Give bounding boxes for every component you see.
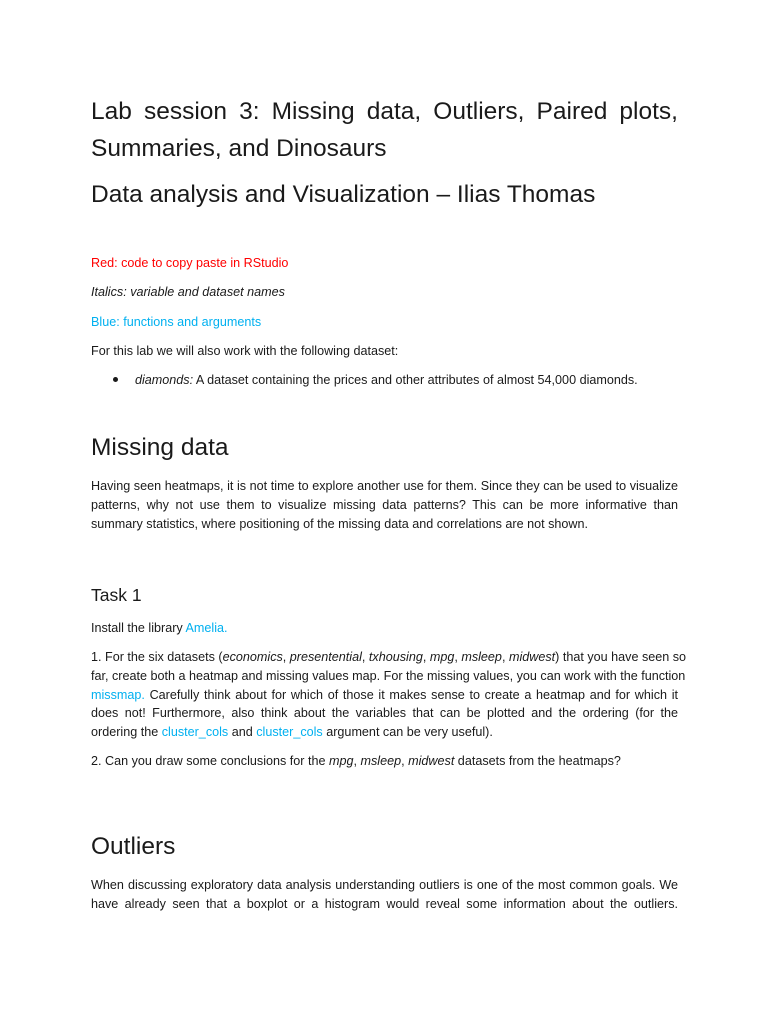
legend-red: Red: code to copy paste in RStudio	[91, 256, 289, 270]
legend-blue: Blue: functions and arguments	[91, 315, 262, 329]
outliers-heading: Outliers	[91, 833, 176, 860]
q1-line-2: far, create both a heatmap and missing values map. For the missing values, you can work with the function	[91, 668, 686, 683]
document-subtitle: Data analysis and Visualization – Ilias Thomas	[91, 181, 596, 208]
intro-text: For this lab we will also work with the following dataset:	[91, 344, 399, 358]
q1-l5-and: and	[228, 725, 257, 740]
dataset-txhousing: txhousing	[368, 650, 423, 664]
missing-data-line-1: Having seen heatmaps, it is not time to explore another use for them. Since they can be used to visualize	[91, 479, 678, 493]
q1-l1-prefix: 1. For the six datasets (	[91, 650, 223, 664]
q2-prefix: 2. Can you draw some conclusions for the	[91, 754, 330, 768]
install-prefix: Install the library	[91, 621, 186, 635]
q1-line-5	[91, 723, 678, 742]
q2-dataset-midwest: midwest	[408, 754, 455, 768]
q1-l5-prefix: ordering the	[91, 725, 162, 740]
q1-line-3	[91, 686, 678, 705]
dataset-presentential: presentential	[289, 650, 362, 664]
amelia-library: Amelia.	[185, 621, 228, 635]
missing-data-heading: Missing data	[91, 434, 229, 461]
q2-suffix: datasets from the heatmaps?	[454, 754, 621, 768]
task1-heading: Task 1	[91, 585, 142, 605]
outliers-paragraph	[91, 876, 678, 914]
missing-data-line-3: summary statistics, where positioning of the missing data and correlations are not shown.	[91, 516, 588, 531]
q1-l5-suffix: argument can be very useful).	[322, 725, 493, 740]
title-line-2: Summaries, and Dinosaurs	[91, 135, 387, 162]
bullet-icon	[113, 377, 118, 382]
missing-data-line-2: patterns, why not use them to visualize missing data patterns? This can be more informative than	[91, 497, 678, 512]
q1-l3-text: Carefully think about for which of those it makes sense to create a heatmap and for which it	[144, 687, 678, 702]
install-instruction	[91, 619, 228, 638]
title-line-1: Lab session 3: Missing data, Outliers, Paired plots,	[91, 98, 678, 125]
legend-italics: Italics: variable and dataset names	[91, 285, 285, 299]
dataset-mpg: mpg	[429, 650, 455, 664]
bullet-dataset-name: diamonds:	[135, 373, 194, 387]
cluster-cols-argument-2: cluster_cols	[256, 725, 323, 740]
missmap-function: missmap.	[91, 687, 145, 702]
dataset-economics: economics	[222, 650, 283, 664]
q1-line-1: 1. For the six datasets (economics, presentential, txhousing, mpg, msleep, midwest) that you have seen so	[91, 650, 687, 664]
cluster-cols-argument-1: cluster_cols	[161, 725, 229, 740]
dataset-bullet	[113, 371, 638, 390]
missing-data-paragraph	[91, 477, 678, 533]
q2-dataset-msleep: msleep	[360, 754, 402, 768]
document-title	[91, 93, 678, 167]
q1-l1-suffix: ) that you have seen so	[555, 650, 687, 664]
dataset-midwest: midwest	[508, 650, 556, 664]
outliers-line-1: When discussing exploratory data analysis understanding outliers is one of the most common goals. We	[91, 878, 678, 892]
task1-question-2: 2. Can you draw some conclusions for the mpg, msleep, midwest datasets from the heatmaps?	[91, 754, 621, 768]
bullet-dataset-description: A dataset containing the prices and other attributes of almost 54,000 diamonds.	[193, 373, 638, 387]
q1-line-4: does not! Furthermore, also think about the variables that can be plotted and the ordering (for the	[91, 706, 678, 721]
dataset-msleep: msleep	[461, 650, 502, 664]
outliers-line-2: have already seen that a boxplot or a histogram would reveal some information about the outliers.	[91, 896, 678, 911]
q2-dataset-mpg: mpg	[329, 754, 354, 768]
task1-question-1	[91, 648, 687, 742]
